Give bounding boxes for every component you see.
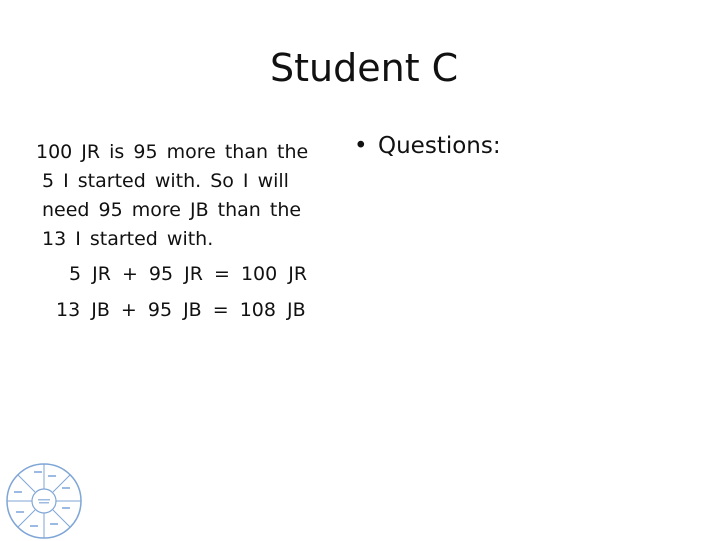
bullet-icon: • [354,133,368,159]
questions-bullet [354,133,501,159]
wheel-logo-icon [4,461,84,541]
slide-title: Student C [270,46,459,90]
explanation-line: 13 I started with. [42,228,214,250]
equation-jb: 13 JB + 95 JB = 108 JB [56,299,306,321]
explanation-line: need 95 more JB than the [42,199,302,221]
explanation-line: 5 I started with. So I will [42,170,289,192]
explanation-paragraph [36,138,336,254]
equation-jr: 5 JR + 95 JR = 100 JR [69,263,308,285]
explanation-line: 100 JR is 95 more than the [36,141,309,163]
questions-label: Questions: [378,133,501,159]
